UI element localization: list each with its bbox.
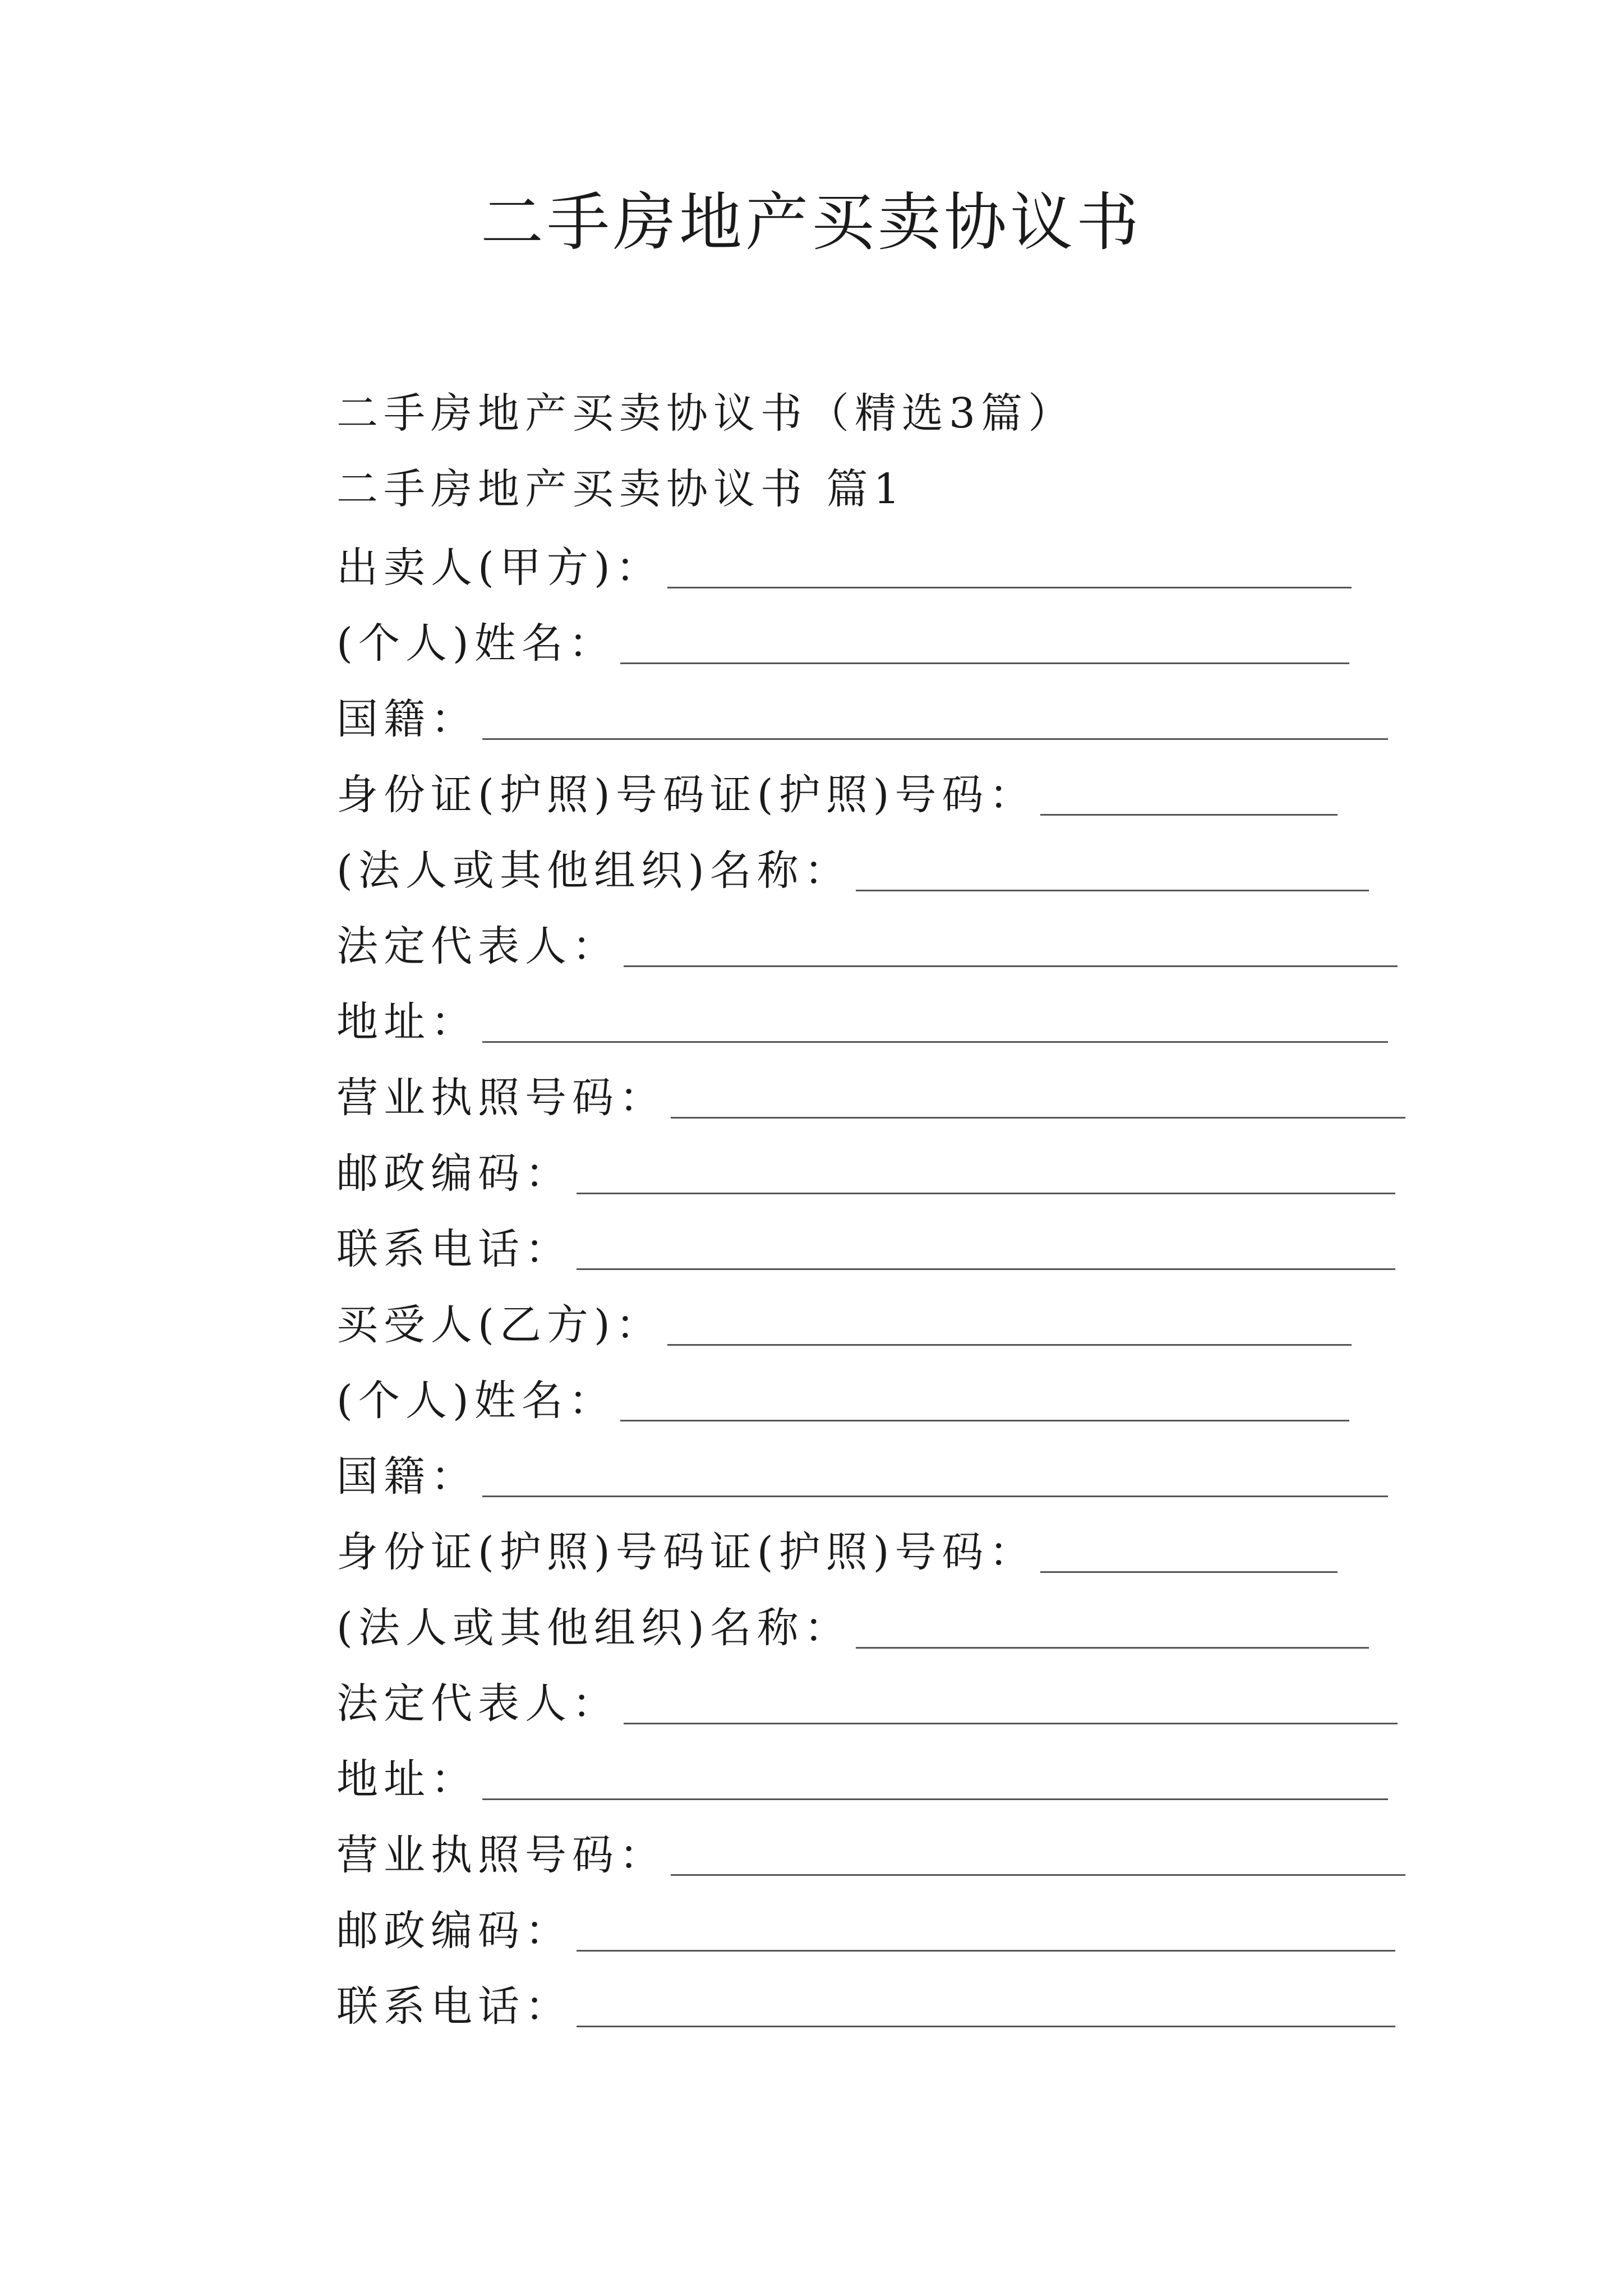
seller-party-row (336, 544, 1352, 592)
subtitle-text: 二手房地产买卖协议书（精选3篇） (336, 389, 1076, 438)
seller-nationality-blank[interactable] (482, 705, 1388, 740)
document-subtitle (336, 389, 1076, 438)
seller-legal-rep-blank[interactable] (624, 932, 1398, 967)
buyer-id-row (336, 1528, 1338, 1576)
buyer-phone-blank[interactable] (577, 1992, 1395, 2027)
buyer-party-label: 买受人(乙方)： (336, 1301, 663, 1349)
seller-name-label: (个人)姓名： (336, 619, 616, 668)
buyer-address-row (336, 1755, 1388, 1803)
buyer-party-blank[interactable] (667, 1310, 1352, 1346)
seller-postcode-row (336, 1149, 1395, 1198)
section-heading (336, 465, 906, 513)
buyer-nationality-blank[interactable] (482, 1462, 1388, 1497)
buyer-org-label: (法人或其他组织)名称： (336, 1604, 851, 1652)
seller-nationality-label: 国籍： (336, 695, 478, 743)
buyer-postcode-blank[interactable] (577, 1916, 1395, 1952)
seller-org-blank[interactable] (856, 856, 1369, 891)
buyer-org-blank[interactable] (856, 1613, 1369, 1649)
seller-legal-rep-label: 法定代表人： (336, 922, 619, 970)
seller-postcode-blank[interactable] (577, 1159, 1395, 1194)
seller-id-blank[interactable] (1040, 780, 1338, 816)
buyer-address-label: 地址： (336, 1755, 478, 1803)
buyer-address-blank[interactable] (482, 1765, 1388, 1800)
buyer-name-label: (个人)姓名： (336, 1377, 616, 1425)
buyer-party-row (336, 1301, 1352, 1349)
seller-name-row (336, 619, 1349, 668)
buyer-nationality-row (336, 1452, 1388, 1501)
seller-org-label: (法人或其他组织)名称： (336, 846, 851, 895)
seller-phone-blank[interactable] (577, 1235, 1395, 1270)
seller-license-label: 营业执照号码： (336, 1074, 666, 1122)
buyer-phone-label: 联系电话： (336, 1982, 572, 2031)
buyer-license-blank[interactable] (671, 1841, 1405, 1876)
buyer-org-row (336, 1604, 1369, 1652)
buyer-legal-rep-label: 法定代表人： (336, 1680, 619, 1728)
seller-postcode-label: 邮政编码： (336, 1149, 572, 1198)
seller-party-label: 出卖人(甲方)： (336, 544, 663, 592)
buyer-legal-rep-blank[interactable] (624, 1689, 1398, 1724)
seller-address-blank[interactable] (482, 1007, 1388, 1043)
seller-phone-label: 联系电话： (336, 1225, 572, 1273)
seller-name-blank[interactable] (620, 629, 1349, 664)
seller-address-label: 地址： (336, 998, 478, 1046)
document-title: 二手房地产买卖协议书 (481, 186, 1142, 259)
seller-id-label: 身份证(护照)号码证(护照)号码： (336, 771, 1036, 819)
seller-org-row (336, 846, 1369, 895)
seller-phone-row (336, 1225, 1395, 1273)
seller-party-blank[interactable] (667, 553, 1352, 588)
seller-license-row (336, 1074, 1405, 1122)
seller-license-blank[interactable] (671, 1083, 1405, 1119)
seller-address-row (336, 998, 1388, 1046)
seller-nationality-row (336, 695, 1388, 743)
buyer-legal-rep-row (336, 1680, 1398, 1728)
buyer-id-label: 身份证(护照)号码证(护照)号码： (336, 1528, 1036, 1576)
buyer-license-row (336, 1831, 1405, 1879)
buyer-id-blank[interactable] (1040, 1538, 1338, 1573)
seller-id-row (336, 771, 1338, 819)
buyer-phone-row (336, 1982, 1395, 2031)
section-heading-text: 二手房地产买卖协议书 篇1 (336, 465, 906, 513)
buyer-name-blank[interactable] (620, 1386, 1349, 1421)
seller-legal-rep-row (336, 922, 1398, 970)
buyer-postcode-label: 邮政编码： (336, 1907, 572, 1955)
buyer-nationality-label: 国籍： (336, 1452, 478, 1501)
buyer-postcode-row (336, 1907, 1395, 1955)
buyer-license-label: 营业执照号码： (336, 1831, 666, 1879)
buyer-name-row (336, 1377, 1349, 1425)
